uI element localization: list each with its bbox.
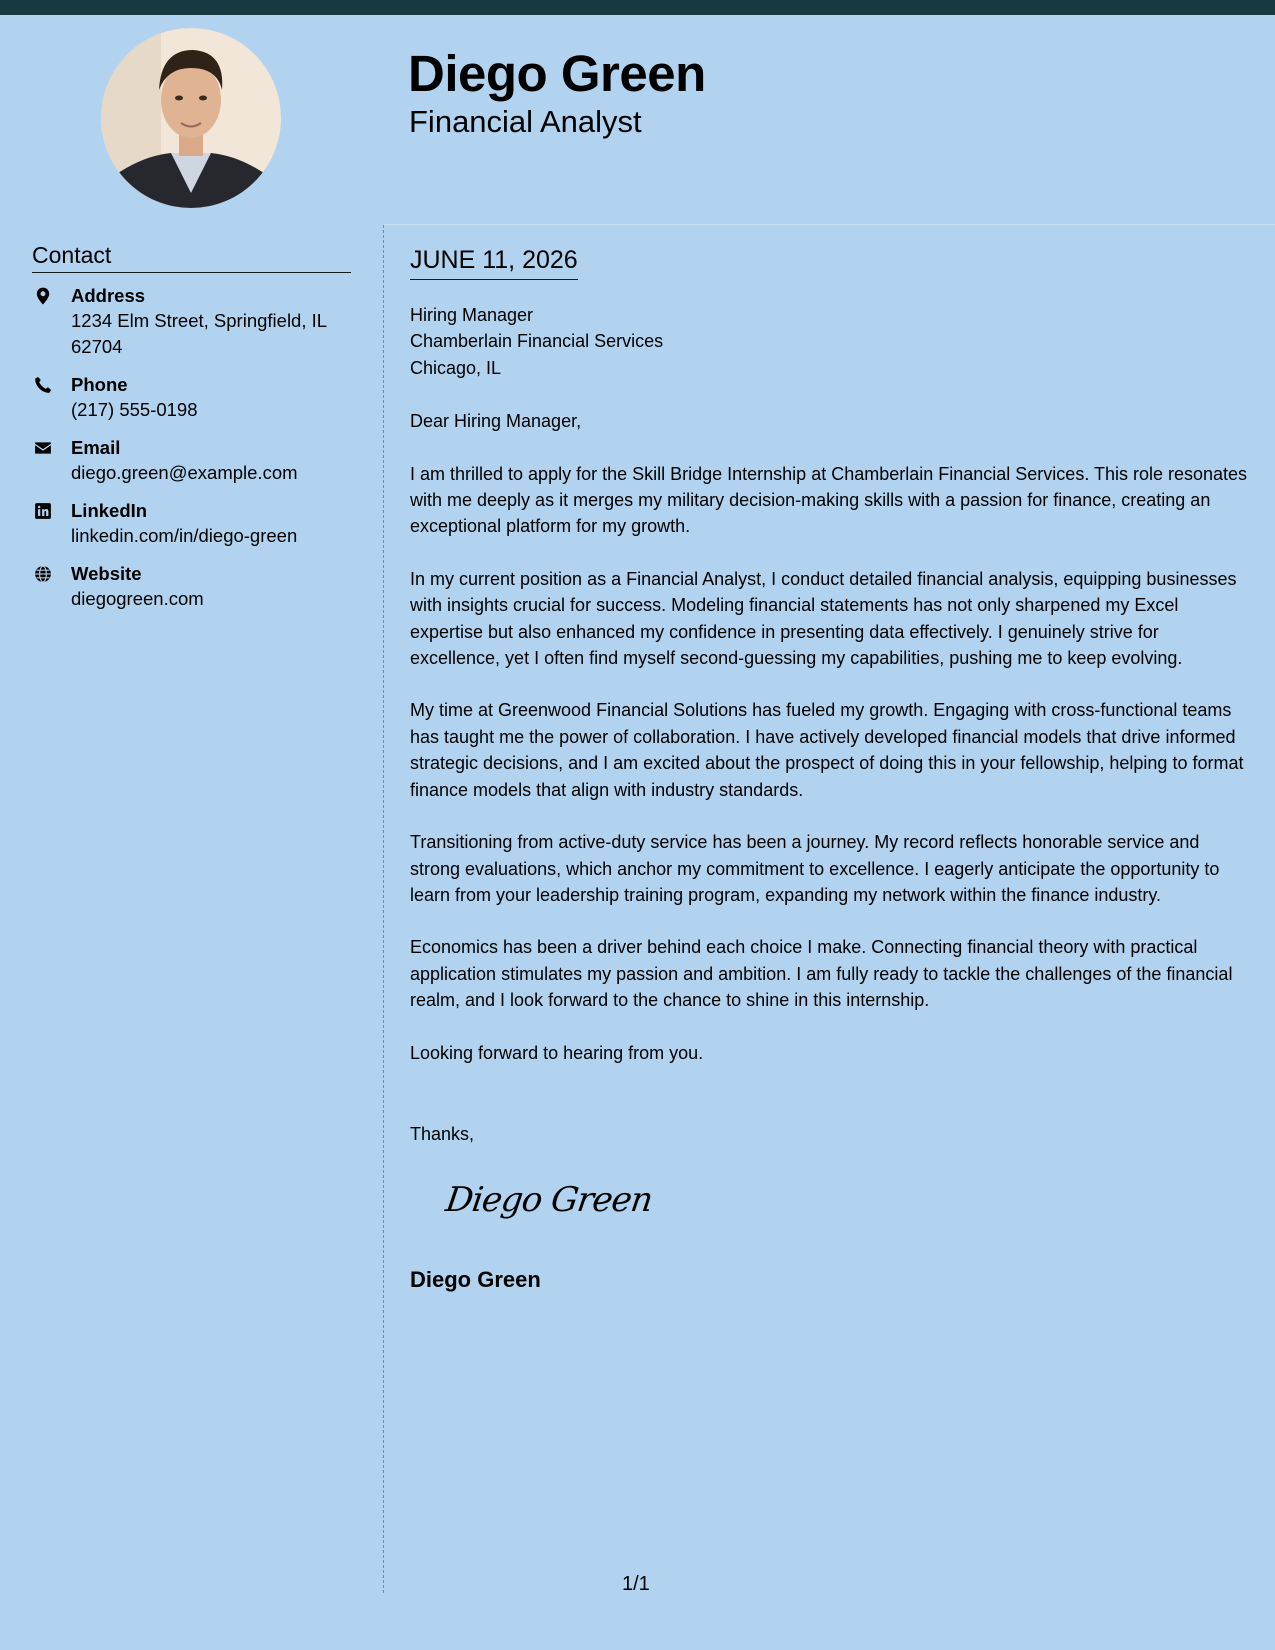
contact-list (32, 284, 352, 625)
contact-website (32, 562, 352, 612)
header-divider (384, 224, 1275, 225)
linkedin-icon (34, 502, 52, 520)
contact-label: Website (71, 563, 142, 584)
contact-label: LinkedIn (71, 500, 148, 521)
contact-label: Address (71, 285, 146, 306)
contact-value[interactable]: linkedin.com/in/diego-green (71, 525, 298, 546)
contact-value[interactable]: diego.green@example.com (71, 462, 298, 483)
contact-phone (32, 373, 352, 423)
phone-icon (34, 376, 52, 394)
letter-paragraph: I am thrilled to apply for the Skill Bridge Internship at Chamberlain Financial Services. This role resonates with me deeply as it merges my military decision-making skills with a passion for finance, creating an exceptional platform for my growth. (410, 463, 1248, 537)
avatar (101, 28, 281, 208)
envelope-icon (34, 439, 52, 457)
job-title: Financial Analyst (409, 104, 642, 139)
recipient-line: Chicago, IL (410, 357, 502, 378)
letter-body (410, 302, 1250, 1066)
contact-value[interactable]: diegogreen.com (71, 588, 204, 609)
applicant-name: Diego Green (408, 45, 706, 102)
recipient-line: Hiring Manager (410, 305, 534, 325)
column-divider (383, 225, 384, 1593)
signer-name: Diego Green (410, 1267, 541, 1292)
letter-paragraph: My time at Greenwood Financial Solutions has fueled my growth. Engaging with cross-functional teams has taught me the power of collaboration. I have actively developed financial models that drive informed strategic decisions, and I am excited about the prospect of doing this in your fellowship, helping to format finance models that align with industry standards. (410, 700, 1244, 800)
globe-icon (34, 565, 52, 583)
recipient-block (410, 302, 1250, 381)
contact-address (32, 284, 352, 360)
map-pin-icon (34, 287, 52, 305)
signoff: Thanks, (410, 1124, 475, 1144)
contact-heading: Contact (32, 240, 351, 273)
letter-paragraph: In my current position as a Financial Analyst, I conduct detailed financial analysis, equipping businesses with insights crucial for success. Modeling financial statements has not only sharpened my Excel expertise but also enhanced my confidence in presenting data effectively. I genuinely strive for excellence, yet I often find myself second-guessing my capabilities, pushing me to keep evolving. (410, 568, 1237, 669)
signature: Diego Green (443, 1180, 655, 1220)
contact-email (32, 436, 352, 486)
salutation: Dear Hiring Manager, (410, 411, 582, 432)
top-accent-bar (0, 0, 1275, 15)
contact-label: Email (71, 437, 121, 458)
contact-linkedin (32, 499, 352, 549)
contact-value: (217) 555-0198 (71, 399, 198, 420)
letter-paragraph: Transitioning from active-duty service has been a journey. My record reflects honorable service and strong evaluations, which anchor my commitment to excellence. I eagerly anticipate the opportunity to learn from your leadership training program, expanding my network within the finance industry. (410, 832, 1220, 905)
page-number: 1/1 (622, 1573, 650, 1595)
contact-label: Phone (71, 374, 128, 395)
closing-line: Looking forward to hearing from you. (410, 1042, 704, 1063)
letter-paragraph: Economics has been a driver behind each choice I make. Connecting financial theory with practical application stimulates my passion and ambition. I am fully ready to tackle the challenges of the financial realm, and I look forward to the chance to shine in this internship. (410, 937, 1233, 1011)
contact-value: 1234 Elm Street, Springfield, IL 62704 (71, 310, 327, 357)
letter-date: JUNE 11, 2026 (410, 244, 578, 280)
recipient-line: Chamberlain Financial Services (410, 331, 664, 352)
